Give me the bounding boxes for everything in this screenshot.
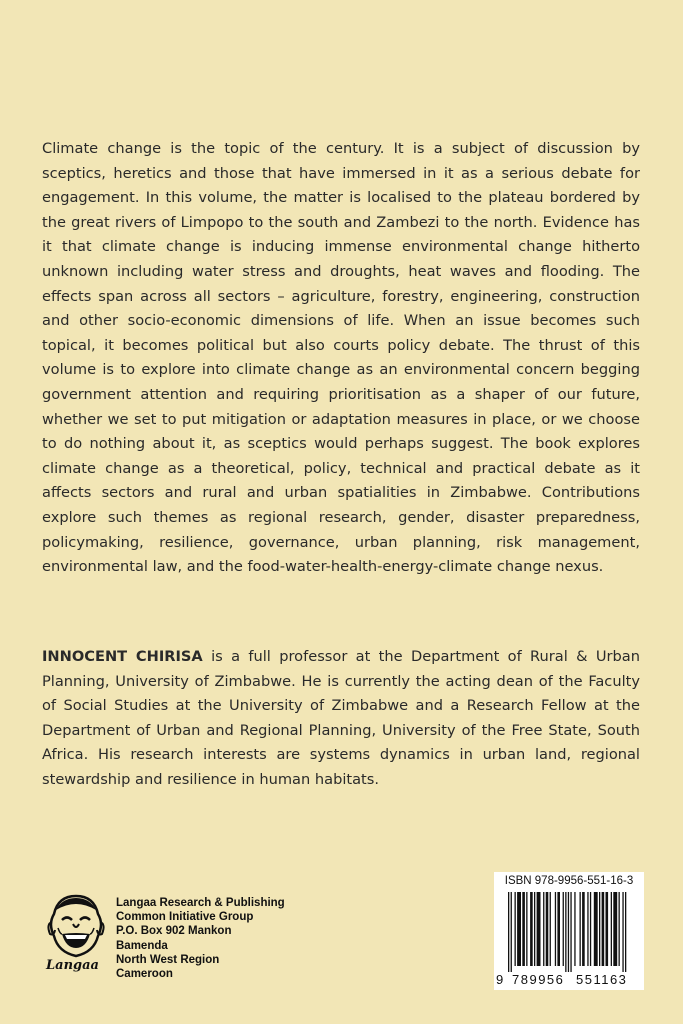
barcode-bar (568, 892, 569, 972)
barcode-digit-lead: 9 (496, 972, 504, 987)
publisher-line: Langaa Research & Publishing (116, 897, 285, 909)
barcode-bar (515, 892, 516, 966)
publisher-address (116, 896, 285, 981)
barcode-bar (594, 892, 598, 966)
barcode-bar (550, 892, 551, 966)
barcode-bar (570, 892, 571, 972)
publisher-logo-text: Langaa (46, 958, 99, 973)
isbn-barcode (494, 872, 644, 990)
barcode-bars (500, 892, 638, 972)
barcode-bar (534, 892, 535, 966)
barcode-bar (611, 892, 612, 966)
barcode-bar (625, 892, 626, 972)
barcode-bar (565, 892, 566, 972)
barcode-bar (546, 892, 549, 966)
barcode-bar (563, 892, 564, 966)
barcode-bar (599, 892, 600, 966)
barcode-bar (606, 892, 609, 966)
barcode-bar (619, 892, 620, 966)
laughing-face-icon (40, 890, 112, 980)
author-bio-text: is a full professor at the Department of Rural & Urban Planning, University of Zimbabwe. He is currently the acting dean of the Faculty of Social Studies at the University of Zimbabwe and a Research Fellow at the Department of Urban and Regional Planning, University of the Free State, South Africa. His research interests are systems dynamics in urban land, regional stewardship and resilience in human habitats. (42, 648, 640, 788)
author-bio (42, 645, 640, 793)
barcode-bar (555, 892, 556, 966)
barcode-bar (613, 892, 617, 966)
back-cover-blurb: Climate change is the topic of the century. It is a subject of discussion by sceptics, heretics and those that have immersed in it as a serious debate for engagement. In this volume, the matter is localised to the plateau bordered by the great rivers of Limpopo to the south and Zambezi to the north. Evidence has it that climate change is inducing immense environmental change hitherto unknown including water stress and droughts, heat waves and flooding. The effects span across all sectors – agriculture, forestry, engineering, construction and other socio-economic dimensions of life. When an issue becomes such topical, it becomes political but also courts policy debate. The thrust of this volume is to explore into climate change as an environmental concern begging government attention and requiring prioritisation as a shaper of our future, whether we set to put mitigation or adaptation measures in place, or we choose to do nothing about it, as sceptics would perhaps suggest. The book explores climate change as a theoretical, policy, technical and practical debate as it affects sectors and rural and urban spatialities in Zimbabwe. Contributions explore such themes as regional research, gender, disaster preparedness, policymaking, resilience, governance, urban planning, risk management, environmental law, and the food-water-health-energy-climate change nexus. (42, 140, 640, 576)
publisher-block (40, 890, 340, 980)
barcode-bar (580, 892, 581, 966)
barcode-bar (526, 892, 527, 966)
barcode-bar (522, 892, 525, 966)
barcode-bar (582, 892, 585, 966)
barcode-bar (508, 892, 509, 972)
barcode-digits-left: 789956 (512, 972, 565, 987)
barcode-bar (557, 892, 560, 966)
barcode-bar (543, 892, 544, 966)
barcode-bar (587, 892, 588, 966)
barcode-bar (530, 892, 533, 966)
publisher-line: Common Initiative Group (116, 911, 254, 924)
barcode-bar (517, 892, 521, 966)
barcode-bar (537, 892, 541, 966)
barcode-bar (511, 892, 512, 972)
barcode-bar (574, 892, 575, 966)
publisher-line: Cameroon (116, 968, 173, 981)
publisher-line: P.O. Box 902 Mankon (116, 925, 232, 938)
barcode-bar (590, 892, 591, 966)
barcode-digits-right: 551163 (576, 972, 628, 987)
publisher-line: North West Region (116, 953, 220, 966)
isbn-label: ISBN 978-9956-551-16-3 (504, 875, 634, 887)
barcode-bar (602, 892, 605, 966)
barcode-bar (622, 892, 623, 972)
author-name: INNOCENT CHIRISA (42, 648, 203, 665)
publisher-line: Bamenda (116, 939, 168, 952)
